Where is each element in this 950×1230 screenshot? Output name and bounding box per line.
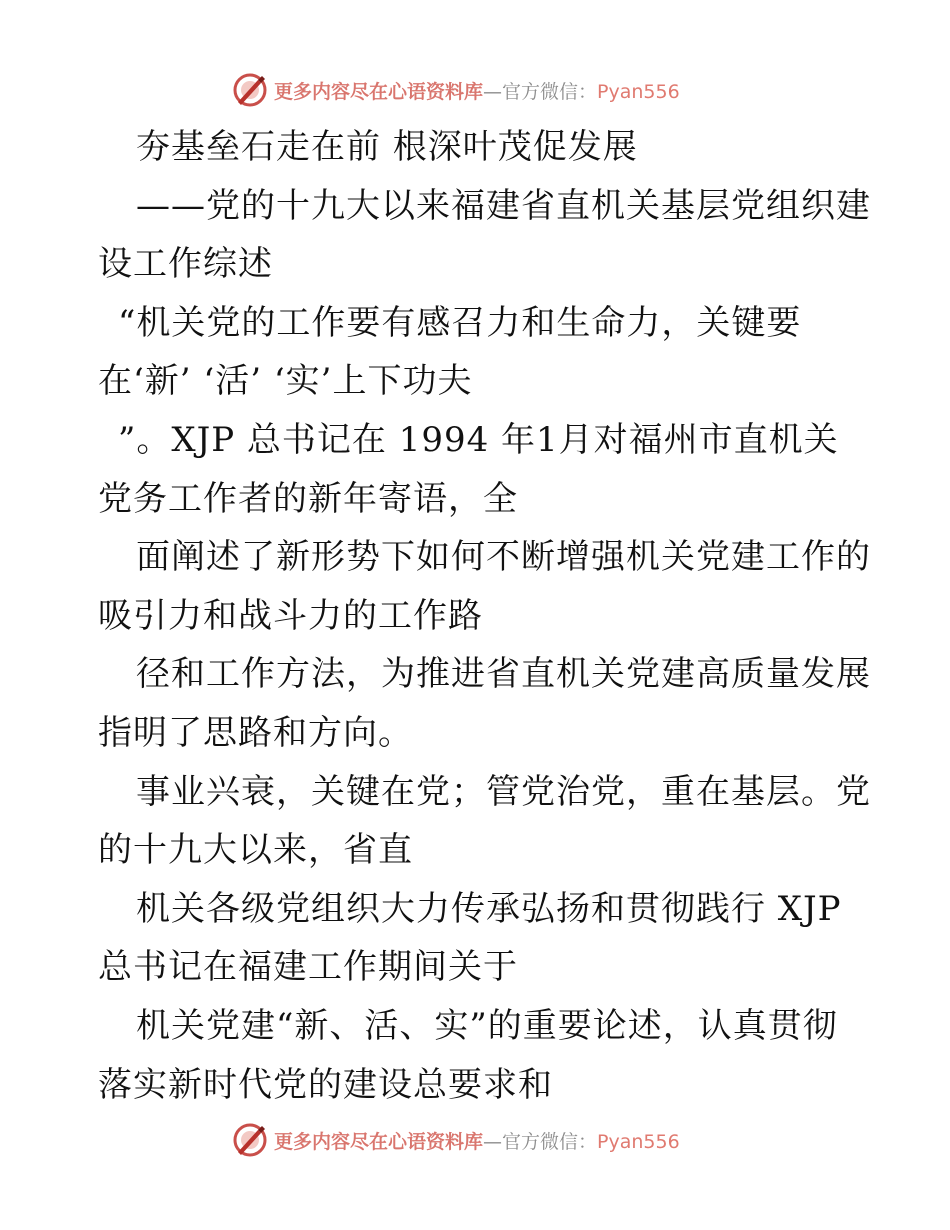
doc-line: 吸引力和战斗力的工作路 [98,595,483,636]
doc-line: 党务工作者的新年寄语，全 [98,478,518,519]
doc-line: 机关党建“新、活、实”的重要论述，认真贯彻 [136,1005,838,1046]
doc-line: 面阐述了新形势下如何不断增强机关党建工作的 [136,537,871,578]
footer-watermark [232,1120,712,1160]
doc-subtitle: ——党的十九大以来福建省直机关基层党组织建 [136,185,871,226]
watermark-lead: 更多内容尽在心语资料库 [274,1130,484,1153]
watermark-dash: — [483,1130,503,1153]
header-watermark [232,70,712,110]
doc-title: 夯基垒石走在前 根深叶茂促发展 [136,127,638,167]
doc-line: 总书记在福建工作期间关于 [98,947,518,988]
watermark-account: Pyan556 [597,80,680,103]
doc-subtitle-cont: 设工作综述 [98,244,273,285]
pen-circle-logo-icon [232,72,268,108]
doc-line: 指明了思路和方向。 [98,712,413,753]
doc-line: 径和工作方法，为推进省直机关党建高质量发展 [136,654,871,695]
doc-line: 机关各级党组织大力传承弘扬和贯彻践行 XJP [136,888,842,929]
doc-line: 落实新时代党的建设总要求和 [98,1064,553,1105]
doc-line: “机关党的工作要有感召力和生命力，关键要 [118,302,802,343]
watermark-account: Pyan556 [597,1130,680,1153]
pen-circle-logo-icon [232,1122,268,1158]
watermark-official: 官方微信： [502,80,598,103]
watermark-dash: — [483,80,503,103]
doc-line: 事业兴衰，关键在党；管党治党，重在基层。党 [136,771,871,812]
watermark-official: 官方微信： [502,1130,598,1153]
doc-line: 在‘新’ ‘活’ ‘实’上下功夫 [98,361,473,402]
doc-line: 的十九大以来，省直 [98,830,413,871]
document-body [98,118,871,1114]
watermark-lead: 更多内容尽在心语资料库 [274,80,484,103]
doc-line: ”。XJP 总书记在 1994 年1月对福州市直机关 [118,419,839,460]
